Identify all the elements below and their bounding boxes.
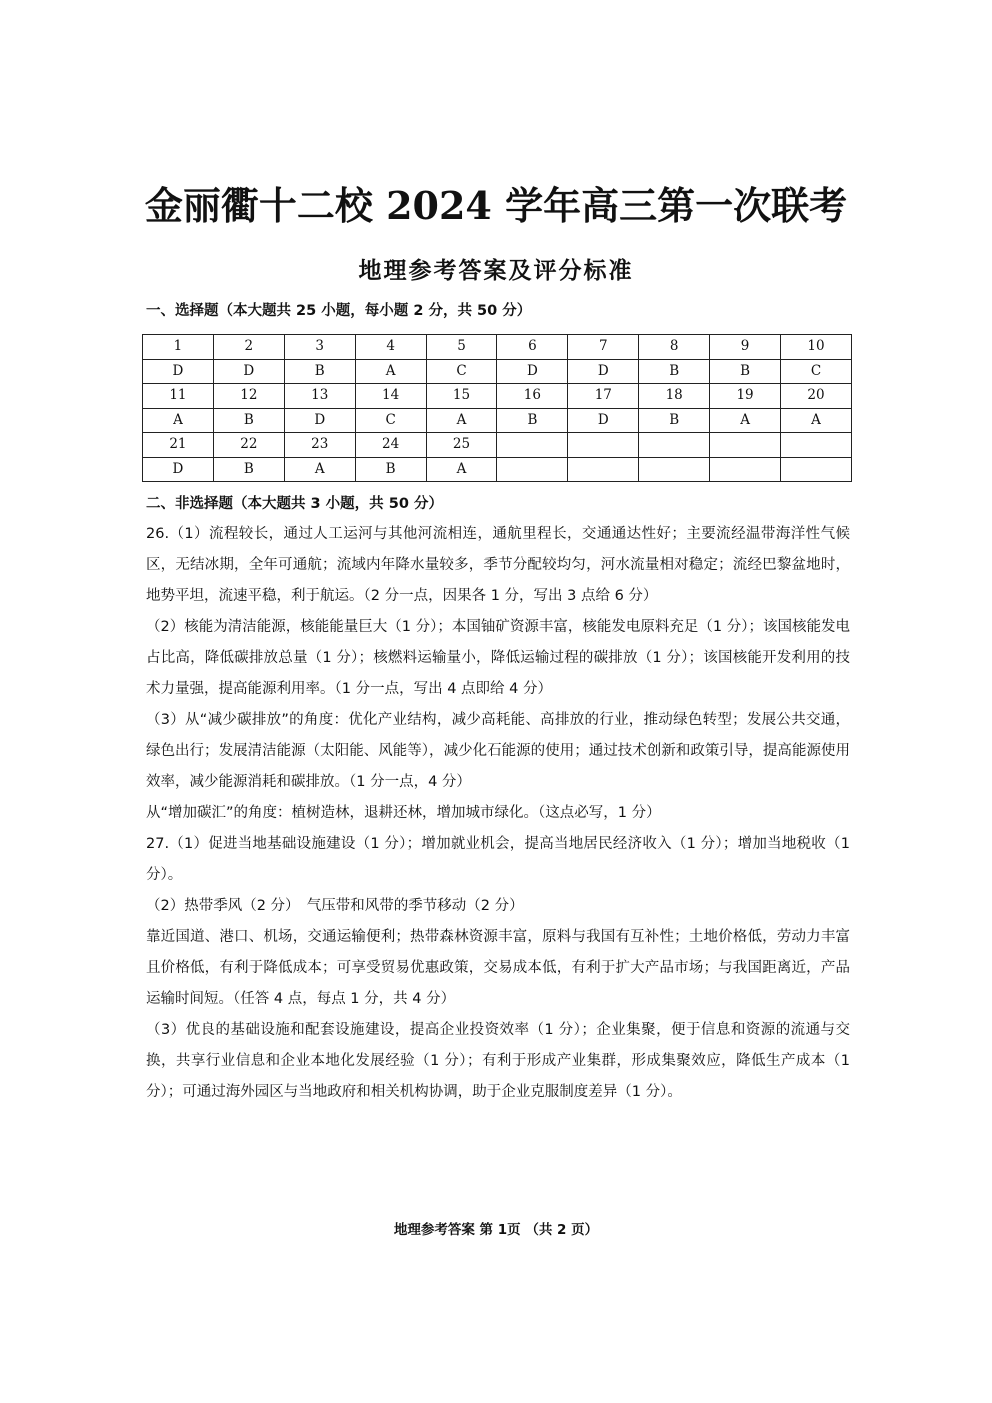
section-heading-open [146, 493, 443, 515]
table-cell [781, 433, 852, 458]
table-cell [497, 433, 568, 458]
table-cell: 11 [143, 384, 214, 409]
table-cell: A [426, 457, 497, 482]
table-cell: C [355, 408, 426, 433]
table-row [143, 335, 852, 360]
table-cell: 21 [143, 433, 214, 458]
table-row [143, 433, 852, 458]
table-cell: B [284, 359, 355, 384]
table-cell: D [143, 359, 214, 384]
page-title: 金丽衢十二校 2024 学年高三第一次联考 [144, 183, 848, 228]
table-cell: 2 [213, 335, 284, 360]
answer-paragraph-26-3: （3）从“减少碳排放”的角度：优化产业结构，减少高耗能、高排放的行业，推动绿色转型；发展公共交通，绿色出行；发展清洁能源（太阳能、风能等），减少化石能源的使用；通过技术创新和政策引导，提高能源使用效率，减少能源消耗和碳排放。（1 分一点，4 分） [146, 712, 850, 790]
section-heading-choice-title: 一、选择题 [146, 303, 219, 319]
section-heading-open-title: 二、非选择题 [146, 496, 233, 512]
page-footer: 地理参考答案 第 1页 （共 2 页） [393, 1222, 599, 1238]
table-row [143, 384, 852, 409]
table-cell: 13 [284, 384, 355, 409]
table-cell [781, 457, 852, 482]
table-cell: A [710, 408, 781, 433]
section-heading-open-note: （本大题共 3 小题，共 50 分） [233, 496, 443, 512]
table-cell: B [639, 408, 710, 433]
table-cell: 12 [213, 384, 284, 409]
table-cell: A [355, 359, 426, 384]
table-row [143, 457, 852, 482]
table-cell: A [781, 408, 852, 433]
answer-table-body [143, 335, 852, 482]
table-cell: A [284, 457, 355, 482]
table-cell: 24 [355, 433, 426, 458]
table-cell: C [426, 359, 497, 384]
section-heading-choice [146, 300, 531, 322]
table-cell: 8 [639, 335, 710, 360]
answer-table [142, 334, 852, 482]
table-cell: 1 [143, 335, 214, 360]
table-cell: 18 [639, 384, 710, 409]
answer-paragraph-27-2: （2）热带季风（2 分） 气压带和风带的季节移动（2 分） [146, 898, 524, 914]
table-cell [639, 457, 710, 482]
page-subtitle: 地理参考答案及评分标准 [358, 257, 634, 284]
table-cell: D [497, 359, 568, 384]
table-row [143, 359, 852, 384]
table-cell [497, 457, 568, 482]
answer-body [146, 519, 850, 1108]
table-cell: D [213, 359, 284, 384]
table-cell: 4 [355, 335, 426, 360]
table-cell: 3 [284, 335, 355, 360]
table-cell: C [781, 359, 852, 384]
table-cell: A [143, 408, 214, 433]
table-cell: A [426, 408, 497, 433]
answer-paragraph-26-3b: 从“增加碳汇”的角度：植树造林，退耕还林，增加城市绿化。（这点必写，1 分） [146, 805, 661, 821]
table-row [143, 408, 852, 433]
table-cell [710, 457, 781, 482]
table-cell: B [213, 408, 284, 433]
table-cell: 10 [781, 335, 852, 360]
table-cell: 16 [497, 384, 568, 409]
answer-paragraph-27-3: （3）优良的基础设施和配套设施建设，提高企业投资效率（1 分）；企业集聚，便于信息和资源的流通与交换，共享行业信息和企业本地化发展经验（1 分）；有利于形成产业集群，形成集聚效应，降低生产成本（1 分）；可通过海外园区与当地政府和相关机构协调，助于企业克服制度差异（1 分）。 [146, 1022, 850, 1100]
table-cell: B [639, 359, 710, 384]
table-cell: D [143, 457, 214, 482]
table-cell: 9 [710, 335, 781, 360]
table-cell: D [284, 408, 355, 433]
table-cell [639, 433, 710, 458]
table-cell: 14 [355, 384, 426, 409]
answer-paragraph-27-1: 27.（1）促进当地基础设施建设（1 分）；增加就业机会，提高当地居民经济收入（1 分）；增加当地税收（1 分）。 [146, 836, 850, 883]
table-cell: 6 [497, 335, 568, 360]
table-cell: 5 [426, 335, 497, 360]
table-cell: 7 [568, 335, 639, 360]
section-heading-choice-note: （本大题共 25 小题，每小题 2 分，共 50 分） [218, 303, 532, 319]
table-cell: 23 [284, 433, 355, 458]
table-cell: 19 [710, 384, 781, 409]
answer-paragraph-27-2b: 靠近国道、港口、机场，交通运输便利；热带森林资源丰富，原料与我国有互补性；土地价格低，劳动力丰富且价格低，有利于降低成本；可享受贸易优惠政策，交易成本低，有利于扩大产品市场；与我国距离近，产品运输时间短。（任答 4 点，每点 1 分，共 4 分） [146, 929, 850, 1007]
table-cell: B [213, 457, 284, 482]
table-cell: D [568, 408, 639, 433]
answer-paragraph-26-2: （2）核能为清洁能源，核能能量巨大（1 分）；本国铀矿资源丰富，核能发电原料充足（1 分）；该国核能发电占比高，降低碳排放总量（1 分）；核燃料运输量小，降低运输过程的碳排放（1 分）；该国核能开发利用的技术力量强，提高能源利用率。（1 分一点，写出 4 点即给 4 分） [146, 619, 850, 697]
table-cell [568, 457, 639, 482]
table-cell: B [355, 457, 426, 482]
table-cell: 22 [213, 433, 284, 458]
table-cell: 15 [426, 384, 497, 409]
table-cell: B [497, 408, 568, 433]
table-cell: B [710, 359, 781, 384]
table-cell [568, 433, 639, 458]
table-cell: 25 [426, 433, 497, 458]
answer-paragraph-26-1: 26.（1）流程较长，通过人工运河与其他河流相连，通航里程长，交通通达性好；主要流经温带海洋性气候区，无结冰期，全年可通航；流域内年降水量较多，季节分配较均匀，河水流量相对稳定；流经巴黎盆地时，地势平坦，流速平稳，利于航运。（2 分一点，因果各 1 分，写出 3 点给 6 分） [146, 526, 850, 604]
table-cell [710, 433, 781, 458]
table-cell: D [568, 359, 639, 384]
table-cell: 20 [781, 384, 852, 409]
table-cell: 17 [568, 384, 639, 409]
